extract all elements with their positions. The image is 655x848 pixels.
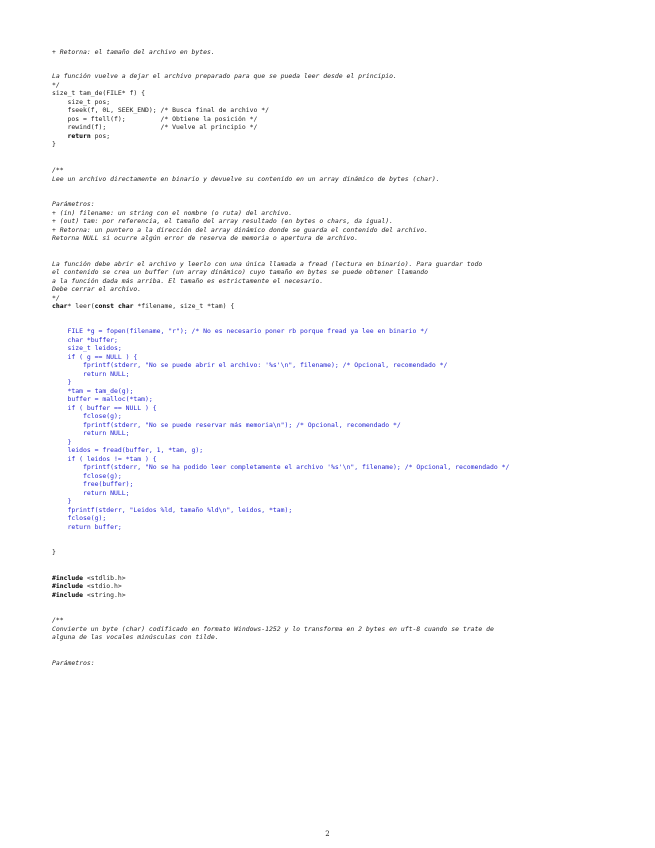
code-line: return buffer;: [52, 523, 122, 531]
code-line: #include <string.h>: [52, 591, 126, 599]
code-line: size_t tam_de(FILE* f) {: [52, 89, 146, 97]
comment-line: Parámetros:: [52, 200, 95, 208]
code-line: rewind(f); /* Vuelve al principio */: [52, 123, 258, 131]
code-line: fprintf(stderr, "No se puede abrir el archivo: '%s'\n", filename); /* Opcional, recomendado */: [52, 361, 448, 369]
code-line: fprintf(stderr, "No se puede reservar más memoria\n"); /* Opcional, recomendado */: [52, 421, 401, 429]
code-line: if ( buffer == NULL ) {: [52, 404, 157, 412]
comment-line: Lee un archivo directamente en binario y devuelve su contenido en un array dinámico de bytes (char).: [52, 175, 440, 183]
code-line: }: [52, 438, 72, 446]
code-line: }: [52, 140, 56, 148]
code-line: }: [52, 378, 72, 386]
code-line: pos = ftell(f); /* Obtiene la posición */: [52, 115, 258, 123]
code-line: return NULL;: [52, 429, 130, 437]
comment-line: Parámetros:: [52, 659, 95, 667]
code-line: *tam = tam_de(g);: [52, 387, 134, 395]
comment-line: + Retorna: un puntero a la dirección del array dinámico donde se guarda el contenido del archivo.: [52, 226, 428, 234]
comment-line: Debe cerrar el archivo.: [52, 285, 142, 293]
code-line: #include <stdlib.h>: [52, 574, 126, 582]
code-line: if ( g == NULL ) {: [52, 353, 138, 361]
code-line: char *buffer;: [52, 336, 118, 344]
code-line: }: [52, 497, 72, 505]
comment-line: Retorna NULL si ocurre algún error de reserva de memoria o apertura de archivo.: [52, 234, 359, 242]
code-line: fclose(g);: [52, 412, 122, 420]
comment-line: */: [52, 294, 60, 302]
code-line: char* leer(const char *filename, size_t *tam) {: [52, 302, 235, 310]
code-line: fclose(g);: [52, 472, 122, 480]
comment-line: La función debe abrir el archivo y leerlo con una única llamada a fread (lectura en binario). Para guardar todo: [52, 260, 483, 268]
comment-line: + (in) filename: un string con el nombre (o ruta) del archivo.: [52, 209, 293, 217]
code-line: FILE *g = fopen(filename, "r"); /* No es necesario poner rb porque fread ya lee en binario */: [52, 327, 428, 335]
code-line: fprintf(stderr, "No se ha podido leer completamente el archivo '%s'\n", filename); /* Opcional, recomendado */: [52, 463, 510, 471]
page-number: 2: [325, 830, 330, 838]
code-line: return NULL;: [52, 370, 130, 378]
comment-line: + (out) tam: por referencia, el tamaño del array resultado (en bytes o chars, da igual).: [52, 217, 394, 225]
code-line: fprintf(stderr, "Leidos %ld, tamaño %ld\n", leidos, *tam);: [52, 506, 293, 514]
comment-line: + Retorna: el tamaño del archivo en bytes.: [52, 48, 215, 56]
code-line: if ( leidos != *tam ) {: [52, 455, 157, 463]
comment-line: alguna de las vocales minúsculas con tilde.: [52, 633, 219, 641]
comment-line: /**: [52, 616, 64, 624]
code-line: size_t pos;: [52, 98, 111, 106]
code-line: buffer = malloc(*tam);: [52, 395, 153, 403]
code-line: fclose(g);: [52, 514, 107, 522]
comment-line: /**: [52, 166, 64, 174]
comment-line: Convierte un byte (char) codificado en formato Windows-1252 y lo transforma en 2 bytes en uft-8 cuando se trate de: [52, 625, 494, 633]
comment-line: el contenido se crea un buffer (un array dinámico) cuyo tamaño en bytes se puede obtener llamando: [52, 268, 428, 276]
code-line: fseek(f, 0L, SEEK_END); /* Busca final de archivo */: [52, 106, 270, 114]
comment-line: */: [52, 81, 60, 89]
code-line: #include <stdio.h>: [52, 582, 122, 590]
code-line: }: [52, 548, 56, 556]
code-line: return pos;: [67, 132, 111, 140]
code-line: size_t leidos;: [52, 344, 122, 352]
comment-line: a la función dada más arriba. El tamaño es estrictamente el necesario.: [52, 277, 324, 285]
code-line: free(buffer);: [52, 480, 134, 488]
code-line: leidos = fread(buffer, 1, *tam, g);: [52, 446, 204, 454]
comment-line: La función vuelve a dejar el archivo preparado para que se pueda leer desde el principio.: [52, 72, 397, 80]
code-line: return NULL;: [52, 489, 130, 497]
